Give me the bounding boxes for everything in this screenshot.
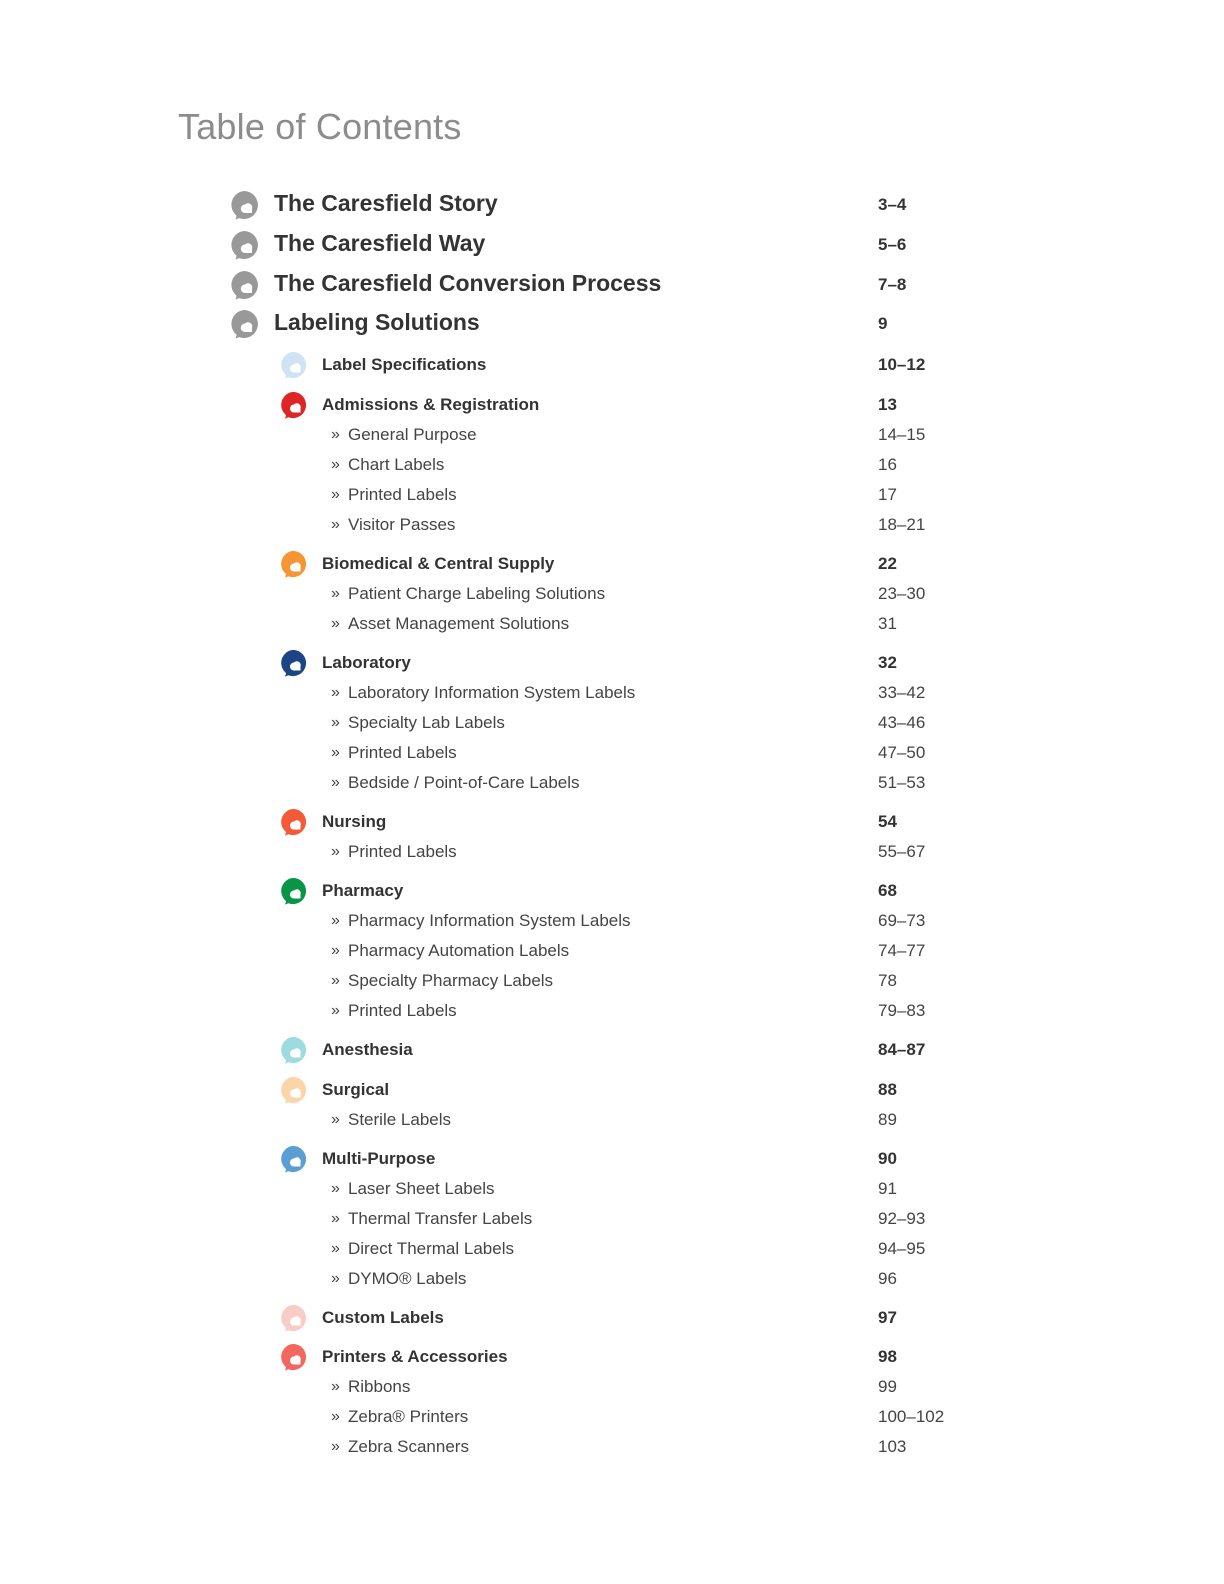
toc-subentry <box>0 1205 1224 1235</box>
toc-page-number: 33–42 <box>878 683 926 702</box>
toc-page-number: 5–6 <box>878 235 907 254</box>
toc-subentry <box>0 1433 1224 1463</box>
toc-page-number: 98 <box>878 1347 897 1366</box>
toc-entry-label: Thermal Transfer Labels <box>348 1209 533 1228</box>
toc-entry <box>0 1304 1224 1334</box>
toc-entry-label: Laboratory <box>322 653 411 672</box>
toc-page-number: 55–67 <box>878 842 926 861</box>
bullet-chevron: » <box>331 1002 340 1019</box>
toc-page-number: 68 <box>878 881 897 900</box>
speech-bubble-icon <box>278 1035 308 1065</box>
toc-page-number: 54 <box>878 812 897 831</box>
toc-subentry <box>0 1403 1224 1433</box>
toc-subentry <box>0 1106 1224 1136</box>
toc-subentry <box>0 481 1224 511</box>
toc-entry <box>0 1145 1224 1175</box>
bullet-chevron: » <box>331 972 340 989</box>
speech-bubble-icon <box>278 1303 308 1333</box>
bullet-chevron: » <box>331 1240 340 1257</box>
toc-page-number: 32 <box>878 653 897 672</box>
bullet-chevron: » <box>331 684 340 701</box>
toc-entry-label: The Caresfield Way <box>274 230 486 256</box>
toc-subentry <box>0 709 1224 739</box>
speech-bubble-icon <box>278 549 308 579</box>
bullet-chevron: » <box>331 1111 340 1128</box>
bullet-chevron: » <box>331 1378 340 1395</box>
toc-entry-label: Patient Charge Labeling Solutions <box>348 584 606 603</box>
toc-entry-label: Specialty Pharmacy Labels <box>348 971 554 990</box>
toc-entry-label: DYMO® Labels <box>348 1269 467 1288</box>
toc-entry-label: Ribbons <box>348 1377 411 1396</box>
bullet-chevron: » <box>331 744 340 761</box>
toc-entry <box>0 230 1224 260</box>
toc-page-number: 92–93 <box>878 1209 926 1228</box>
toc-subentry <box>0 421 1224 451</box>
bullet-chevron: » <box>331 843 340 860</box>
bullet-chevron: » <box>331 516 340 533</box>
toc-page-number: 13 <box>878 395 897 414</box>
toc-entry-label: Bedside / Point-of-Care Labels <box>348 773 580 792</box>
toc-entry <box>0 1036 1224 1066</box>
toc-entry <box>0 309 1224 339</box>
toc-page-number: 16 <box>878 455 897 474</box>
toc-page-number: 90 <box>878 1149 897 1168</box>
bullet-chevron: » <box>331 1270 340 1287</box>
toc-subentry <box>0 580 1224 610</box>
speech-bubble-icon <box>278 1342 308 1372</box>
toc-subentry <box>0 967 1224 997</box>
toc-subentry <box>0 1235 1224 1265</box>
bullet-chevron: » <box>331 942 340 959</box>
bullet-chevron: » <box>331 486 340 503</box>
toc-subentry <box>0 511 1224 541</box>
toc-entry-label: The Caresfield Conversion Process <box>274 270 662 296</box>
toc-entry-label: Printed Labels <box>348 743 457 762</box>
toc-page-number: 96 <box>878 1269 897 1288</box>
toc-page-number: 78 <box>878 971 897 990</box>
toc-entry-label: Zebra Scanners <box>348 1437 469 1456</box>
toc-entry <box>0 808 1224 838</box>
toc-entry-label: General Purpose <box>348 425 477 444</box>
toc-entry <box>0 877 1224 907</box>
toc-entry-label: Pharmacy Information System Labels <box>348 911 631 930</box>
toc-subentry <box>0 1265 1224 1295</box>
toc-entry-label: Printed Labels <box>348 842 457 861</box>
speech-bubble-icon <box>278 1075 308 1105</box>
bullet-chevron: » <box>331 1438 340 1455</box>
toc-page-number: 74–77 <box>878 941 926 960</box>
speech-bubble-icon <box>278 390 308 420</box>
toc-page-number: 31 <box>878 614 897 633</box>
speech-bubble-icon <box>228 229 260 261</box>
bullet-chevron: » <box>331 585 340 602</box>
toc-entry <box>0 351 1224 381</box>
bullet-chevron: » <box>331 912 340 929</box>
toc-subentry <box>0 1373 1224 1403</box>
toc-page-number: 51–53 <box>878 773 926 792</box>
toc-page-number: 43–46 <box>878 713 926 732</box>
toc-page-number: 91 <box>878 1179 897 1198</box>
toc-entry-label: Printed Labels <box>348 485 457 504</box>
speech-bubble-icon <box>228 269 260 301</box>
toc-entry-label: Visitor Passes <box>348 515 456 534</box>
toc-entry <box>0 1076 1224 1106</box>
toc-subentry <box>0 937 1224 967</box>
toc-page-number: 103 <box>878 1437 907 1456</box>
toc-page-number: 3–4 <box>878 195 907 214</box>
toc-entry <box>0 270 1224 300</box>
toc-page-number: 100–102 <box>878 1407 945 1426</box>
speech-bubble-icon <box>278 1144 308 1174</box>
toc-page-number: 23–30 <box>878 584 926 603</box>
toc-entry-label: Custom Labels <box>322 1308 444 1327</box>
toc-page-number: 99 <box>878 1377 897 1396</box>
speech-bubble-icon <box>278 876 308 906</box>
speech-bubble-icon <box>278 648 308 678</box>
toc-entry-label: Label Specifications <box>322 355 487 374</box>
toc-subentry <box>0 997 1224 1027</box>
toc-page-number: 9 <box>878 314 888 333</box>
bullet-chevron: » <box>331 1180 340 1197</box>
toc-subentry <box>0 739 1224 769</box>
toc-page-number: 69–73 <box>878 911 926 930</box>
speech-bubble-icon <box>278 807 308 837</box>
toc-subentry <box>0 451 1224 481</box>
speech-bubble-icon <box>278 350 308 380</box>
toc-subentry <box>0 1175 1224 1205</box>
speech-bubble-icon <box>228 308 260 340</box>
toc-page-number: 47–50 <box>878 743 926 762</box>
toc-entry <box>0 649 1224 679</box>
toc-page-number: 22 <box>878 554 897 573</box>
toc-entry-label: Nursing <box>322 812 387 831</box>
bullet-chevron: » <box>331 1210 340 1227</box>
toc-subentry <box>0 769 1224 799</box>
bullet-chevron: » <box>331 426 340 443</box>
toc-entry-label: Admissions & Registration <box>322 395 540 414</box>
toc-subentry <box>0 679 1224 709</box>
toc-entry-label: Printers & Accessories <box>322 1347 508 1366</box>
bullet-chevron: » <box>331 456 340 473</box>
toc-page-number: 18–21 <box>878 515 926 534</box>
toc-entry-label: Biomedical & Central Supply <box>322 554 555 573</box>
toc-entry-label: Anesthesia <box>322 1040 413 1059</box>
toc-entry-label: Chart Labels <box>348 455 445 474</box>
toc-entry <box>0 1343 1224 1373</box>
toc-subentry <box>0 907 1224 937</box>
toc-entry-label: Laser Sheet Labels <box>348 1179 495 1198</box>
toc-page-number: 97 <box>878 1308 897 1327</box>
toc-entry <box>0 550 1224 580</box>
toc-entry-label: Labeling Solutions <box>274 309 480 335</box>
bullet-chevron: » <box>331 774 340 791</box>
toc-subentry <box>0 838 1224 868</box>
toc-page-number: 94–95 <box>878 1239 926 1258</box>
bullet-chevron: » <box>331 714 340 731</box>
toc-page-number: 7–8 <box>878 275 907 294</box>
toc-page-number: 88 <box>878 1080 897 1099</box>
toc-entry-label: The Caresfield Story <box>274 190 498 216</box>
speech-bubble-icon <box>228 189 260 221</box>
toc-entry-label: Specialty Lab Labels <box>348 713 505 732</box>
toc-entry-label: Pharmacy Automation Labels <box>348 941 570 960</box>
toc-page-number: 89 <box>878 1110 897 1129</box>
toc-subentry <box>0 610 1224 640</box>
toc-entry-label: Asset Management Solutions <box>348 614 570 633</box>
toc-entry-label: Sterile Labels <box>348 1110 452 1129</box>
toc-entry <box>0 190 1224 220</box>
toc-page-number: 79–83 <box>878 1001 926 1020</box>
toc-entry-label: Pharmacy <box>322 881 404 900</box>
toc-page-number: 84–87 <box>878 1040 926 1059</box>
toc-entry-label: Direct Thermal Labels <box>348 1239 514 1258</box>
toc-entry-label: Zebra® Printers <box>348 1407 469 1426</box>
toc-entry-label: Laboratory Information System Labels <box>348 683 636 702</box>
toc-entry-label: Multi-Purpose <box>322 1149 436 1168</box>
toc-page-number: 10–12 <box>878 355 926 374</box>
toc-entry-label: Surgical <box>322 1080 390 1099</box>
toc-entry-label: Printed Labels <box>348 1001 457 1020</box>
toc-entry <box>0 391 1224 421</box>
toc-page-number: 14–15 <box>878 425 926 444</box>
bullet-chevron: » <box>331 1408 340 1425</box>
page-title: Table of Contents <box>178 106 462 147</box>
bullet-chevron: » <box>331 615 340 632</box>
toc-page-number: 17 <box>878 485 897 504</box>
